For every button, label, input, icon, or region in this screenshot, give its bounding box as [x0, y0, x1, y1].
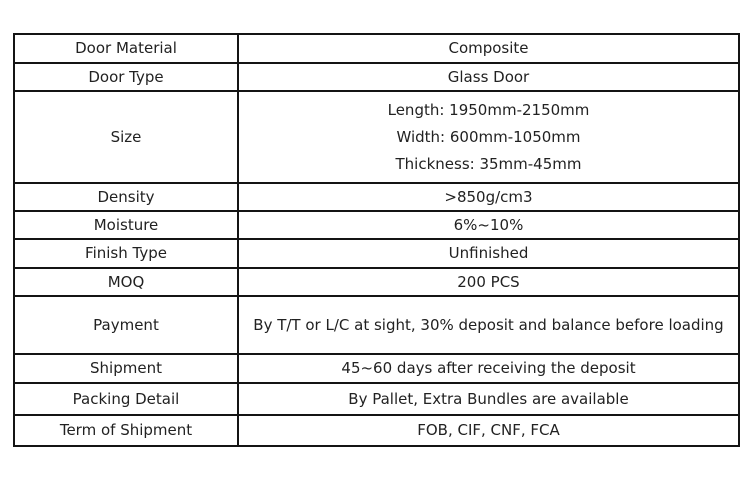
row-value: By T/T or L/C at sight, 30% deposit and balance before loading: [253, 315, 724, 334]
row-label: Packing Detail: [72, 389, 180, 408]
row-label: Size: [110, 127, 142, 146]
size-line-length: Length: 1950mm-2150mm: [387, 100, 590, 119]
size-line-thickness: Thickness: 35mm-45mm: [395, 154, 582, 173]
row-value: 200 PCS: [457, 272, 520, 291]
row-density: [14, 183, 739, 211]
row-value-cell: [238, 415, 739, 446]
row-value-cell: [238, 63, 739, 91]
row-term-of-shipment: [14, 415, 739, 446]
row-value-cell: [238, 268, 739, 296]
row-label-cell: [14, 415, 238, 446]
row-label: Door Type: [88, 67, 164, 86]
row-value: Glass Door: [447, 67, 530, 86]
row-value-cell: [238, 296, 739, 354]
row-packing-detail: [14, 383, 739, 415]
row-moisture: [14, 211, 739, 239]
row-label-cell: [14, 296, 238, 354]
row-label-cell: [14, 268, 238, 296]
product-spec-table: [13, 33, 740, 447]
row-label: Door Material: [75, 39, 177, 57]
row-value: By Pallet, Extra Bundles are available: [348, 389, 629, 408]
size-line-width: Width: 600mm-1050mm: [396, 127, 581, 146]
row-value-cell: [238, 34, 739, 63]
row-payment: [14, 296, 739, 354]
row-door-type: [14, 63, 739, 91]
row-label: Payment: [93, 315, 159, 334]
row-value-cell: [238, 91, 739, 183]
row-label-cell: [14, 183, 238, 211]
row-finish-type: [14, 239, 739, 268]
row-moq: [14, 268, 739, 296]
row-value: >850g/cm3: [444, 187, 533, 206]
row-value-cell: [238, 383, 739, 415]
row-label-cell: [14, 63, 238, 91]
row-label: Finish Type: [85, 244, 167, 262]
row-label-cell: [14, 34, 238, 63]
row-label-cell: [14, 211, 238, 239]
row-value-cell: [238, 183, 739, 211]
row-value-cell: [238, 239, 739, 268]
row-value: Unfinished: [448, 244, 529, 262]
row-label-cell: [14, 354, 238, 383]
row-label-cell: [14, 239, 238, 268]
row-value: Composite: [448, 39, 529, 57]
row-label: MOQ: [107, 272, 145, 291]
row-label-cell: [14, 91, 238, 183]
row-value: FOB, CIF, CNF, FCA: [417, 421, 560, 439]
row-label: Density: [97, 187, 155, 206]
row-label: Moisture: [93, 215, 159, 234]
row-shipment: [14, 354, 739, 383]
row-value: 45~60 days after receiving the deposit: [341, 359, 636, 377]
row-size: [14, 91, 739, 183]
row-door-material: [14, 34, 739, 63]
row-value-cell: [238, 211, 739, 239]
row-label: Term of Shipment: [59, 421, 193, 439]
row-label-cell: [14, 383, 238, 415]
row-label: Shipment: [90, 359, 162, 377]
row-value-cell: [238, 354, 739, 383]
row-value: 6%~10%: [453, 215, 524, 234]
